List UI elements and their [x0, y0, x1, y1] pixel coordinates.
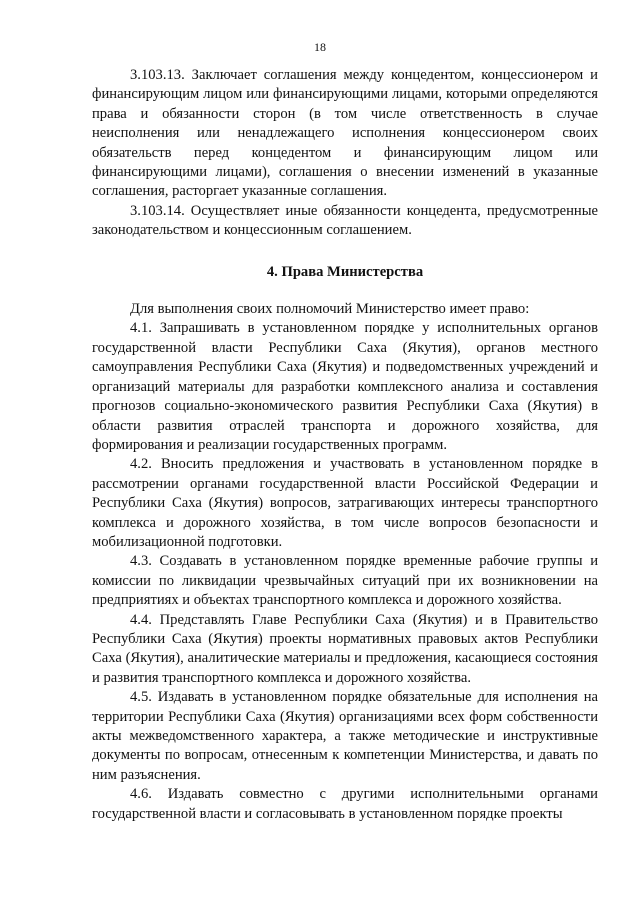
- paragraph-4-4: 4.4. Представлять Главе Республики Саха (Якутия) и в Правительство Республики Саха (Якутия) проекты нормативных правовых актов Республики Саха (Якутия), аналитические материалы и предложения, касающиеся состояния и развития транспортного комплекса и дорожного хозяйства.: [92, 611, 598, 686]
- paragraph-3-103-14: 3.103.14. Осуществляет иные обязанности концедента, предусмотренные законодательством и концессионным соглашением.: [92, 202, 598, 239]
- page-number: 18: [314, 40, 326, 54]
- paragraph-4-6: 4.6. Издавать совместно с другими исполнительными органами государственной власти и согласовывать в установленном порядке проекты: [92, 786, 598, 822]
- section-heading: 4. Права Министерства: [266, 263, 424, 280]
- document-body: [92, 66, 598, 824]
- paragraph-intro: Для выполнения своих полномочий Министерство имеет право:: [130, 301, 530, 318]
- paragraph-3-103-13: 3.103.13. Заключает соглашения между концедентом, концессионером и финансирующим лицом или финансирующими лицами, которыми определяются права и обязанности сторон (в том числе ответственность в случае неисполнения или ненадлежащего исполнения концессионером своих обязательств перед концедентом и финансирующим лицом или финансирующими лицами), соглашения о внесении изменений в указанные соглашения, расторгает указанные соглашения.: [92, 67, 598, 200]
- paragraph-4-5: 4.5. Издавать в установленном порядке обязательные для исполнения на территории Республики Саха (Якутия) организациями всех форм собственности акты межведомственного характера, а также методические и инструктивные документы по вопросам, отнесенным к компетенции Министерства, и давать по ним разъяснения.: [92, 689, 598, 783]
- paragraph-4-1: 4.1. Запрашивать в установленном порядке у исполнительных органов государственной власти Республики Саха (Якутия), органов местного самоуправления Республики Саха (Якутия) и подведомственных учреждений и организаций материалы для разработки комплексного анализа и составления прогнозов социально-экономического развития Республики Саха (Якутия) в области развития отраслей транспорта и дорожного хозяйства, для формирования и реализации государственных программ.: [92, 320, 598, 453]
- paragraph-4-3: 4.3. Создавать в установленном порядке временные рабочие группы и комиссии по ликвидации чрезвычайных ситуаций при их возникновении на предприятиях и объектах транспортного комплекса и дорожного хозяйства.: [92, 553, 598, 609]
- paragraph-4-2: 4.2. Вносить предложения и участвовать в установленном порядке в рассмотрении органами государственной власти Российской Федерации и Республики Саха (Якутия) вопросов, затрагивающих интересы транспортного комплекса и дорожного хозяйства, в том числе вопросов безопасности и мобилизационной подготовки.: [92, 456, 598, 550]
